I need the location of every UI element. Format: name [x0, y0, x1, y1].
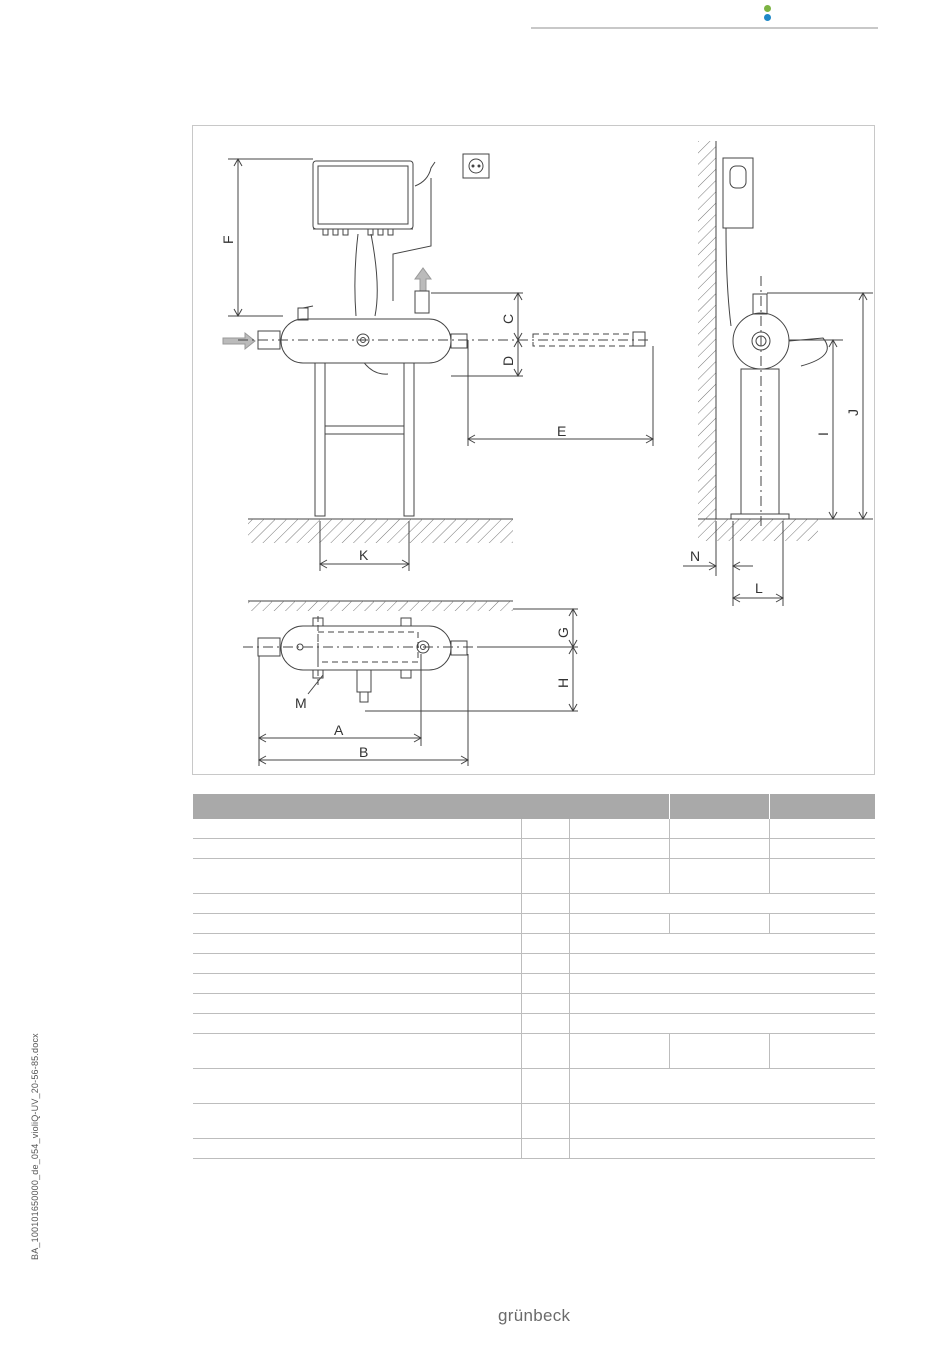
table-row: [193, 819, 875, 839]
brand-logo: grünbeck: [498, 1306, 571, 1325]
dim-label-f: F: [220, 235, 236, 244]
dim-label-i: I: [815, 432, 831, 436]
dim-label-b: B: [359, 744, 369, 760]
table-row: [193, 934, 875, 954]
table-row: [193, 859, 875, 894]
header-rule: [531, 27, 878, 29]
table-row: [193, 914, 875, 934]
document-id: BA_100101650000_de_054_violiQ-UV_20-56-85.docx: [30, 1033, 40, 1260]
dim-label-n: N: [690, 548, 701, 564]
table-row: [193, 994, 875, 1014]
uv-reactor-side: [723, 158, 827, 519]
uv-reactor-top: [258, 618, 467, 702]
table-row: [193, 1104, 875, 1139]
table-row: [193, 974, 875, 994]
drawing-canvas: [193, 126, 876, 776]
specification-table: [193, 794, 875, 1159]
dim-label-m: M: [295, 695, 307, 711]
green-dot: [764, 5, 771, 12]
dim-label-e: E: [557, 423, 567, 439]
table-row: [193, 954, 875, 974]
dim-label-l: L: [755, 580, 763, 596]
blue-dot: [764, 14, 771, 21]
control-box: [313, 161, 413, 235]
dim-label-g: G: [555, 627, 571, 638]
table-row: [193, 1034, 875, 1069]
dim-label-h: H: [555, 677, 571, 688]
dim-label-a: A: [334, 722, 344, 738]
table-header: [193, 794, 875, 819]
dimension-drawing: [192, 125, 875, 775]
table-row: [193, 839, 875, 859]
dim-label-d: D: [500, 355, 516, 366]
brand-dots-icon: [764, 5, 772, 23]
dim-label-c: C: [500, 313, 516, 324]
dim-label-j: J: [845, 409, 861, 416]
table-row: [193, 1139, 875, 1159]
table-row: [193, 1014, 875, 1034]
dim-label-k: K: [359, 547, 369, 563]
uv-reactor-front: [258, 291, 467, 363]
power-socket-icon: [463, 154, 489, 178]
table-row: [193, 1069, 875, 1104]
support-stand: [315, 363, 414, 516]
table-row: [193, 894, 875, 914]
